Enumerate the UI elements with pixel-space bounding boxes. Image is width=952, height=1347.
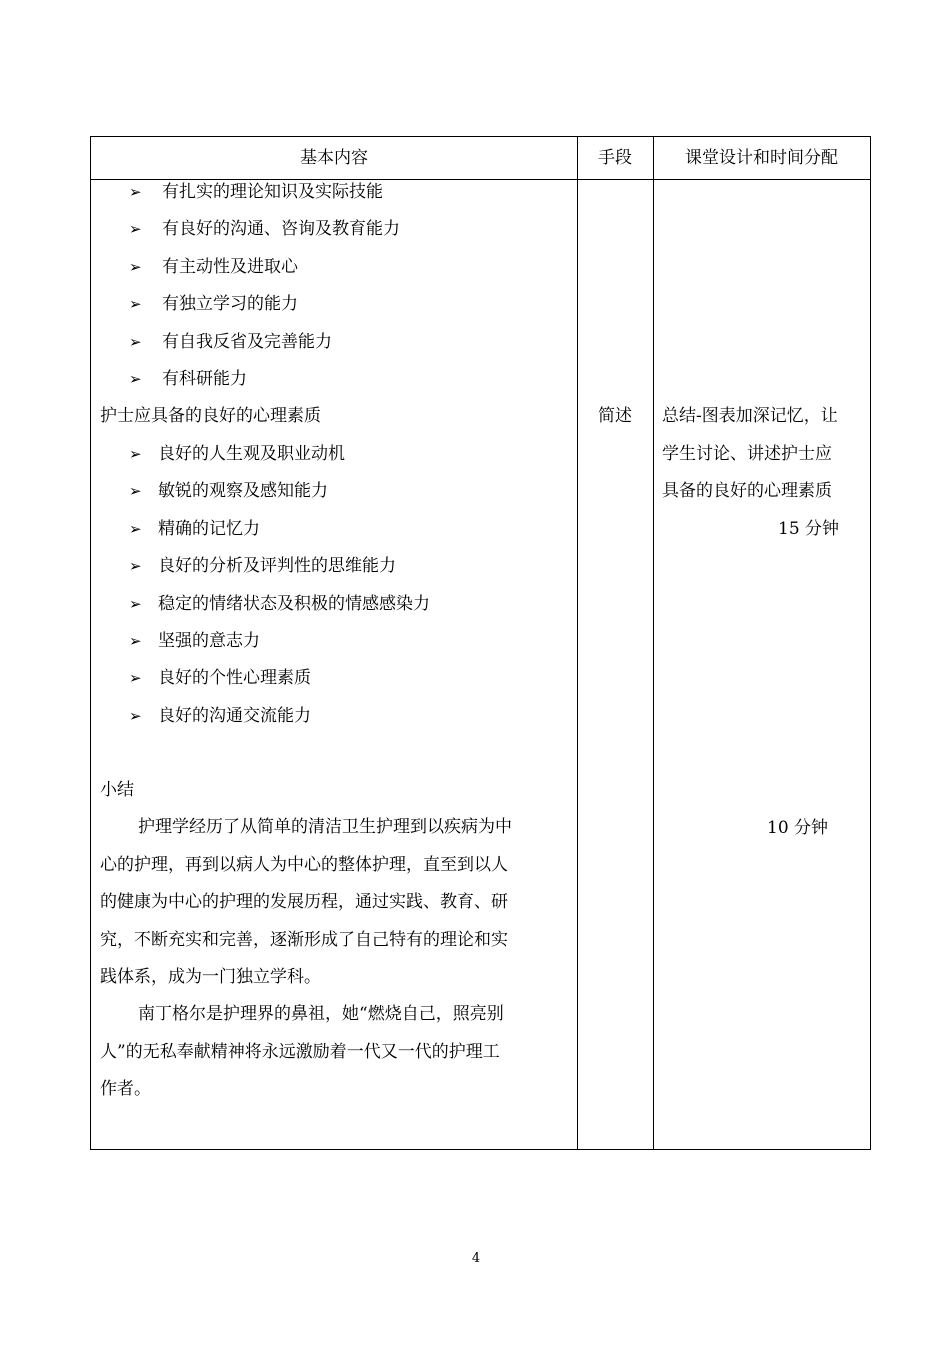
page-number: 4 [471, 1251, 481, 1266]
method-cell: 简述 [598, 406, 632, 426]
arrow-bullet-icon: ➢ [129, 707, 142, 725]
column-divider [577, 137, 578, 1149]
arrow-bullet-icon: ➢ [129, 632, 142, 650]
header-divider [91, 179, 870, 180]
header-design: 课堂设计和时间分配 [685, 148, 838, 168]
list-item: 敏锐的观察及感知能力 [158, 481, 328, 501]
header-content: 基本内容 [300, 148, 368, 168]
list-item: 良好的分析及评判性的思维能力 [158, 556, 396, 576]
arrow-bullet-icon: ➢ [129, 370, 142, 388]
list-item: 精确的记忆力 [158, 519, 260, 539]
arrow-bullet-icon: ➢ [129, 183, 142, 201]
list-item: 有自我反省及完善能力 [162, 332, 332, 352]
arrow-bullet-icon: ➢ [129, 333, 142, 351]
time-allocation: 10 分钟 [767, 818, 829, 838]
arrow-bullet-icon: ➢ [129, 557, 142, 575]
column-divider [653, 137, 654, 1149]
arrow-bullet-icon: ➢ [129, 520, 142, 538]
list-item: 良好的沟通交流能力 [158, 706, 311, 726]
paragraph-line: 的健康为中心的护理的发展历程，通过实践、教育、研 [100, 892, 508, 912]
design-line: 学生讨论、讲述护士应 [662, 444, 832, 464]
list-item: 有独立学习的能力 [162, 294, 298, 314]
arrow-bullet-icon: ➢ [129, 295, 142, 313]
list-item: 有扎实的理论知识及实际技能 [162, 182, 383, 202]
paragraph-line: 究，不断充实和完善，逐渐形成了自己特有的理论和实 [100, 929, 508, 950]
paragraph-line: 护理学经历了从简单的清洁卫生护理到以疾病为中 [138, 817, 512, 837]
paragraph-line: 人”的无私奉献精神将永远激励着一代又一代的护理工 [100, 1041, 500, 1062]
summary-heading: 小结 [100, 780, 134, 800]
arrow-bullet-icon: ➢ [129, 669, 142, 687]
paragraph-line: 作者。 [100, 1079, 151, 1099]
list-item: 坚强的意志力 [158, 631, 260, 651]
summary-paragraph-1 [100, 809, 570, 997]
design-line: 总结-图表加深记忆，让 [662, 406, 838, 426]
list-item: 有科研能力 [162, 369, 247, 389]
design-line: 具备的良好的心理素质 [662, 481, 832, 501]
list-item: 稳定的情绪状态及积极的情感感染力 [158, 594, 430, 614]
paragraph-line: 心的护理，再到以病人为中心的整体护理，直至到以人 [100, 854, 508, 875]
list-item: 良好的人生观及职业动机 [158, 444, 345, 464]
arrow-bullet-icon: ➢ [129, 220, 142, 238]
summary-paragraph-2 [100, 996, 570, 1109]
time-allocation: 15 分钟 [778, 519, 840, 539]
list-item: 良好的个性心理素质 [158, 668, 311, 688]
arrow-bullet-icon: ➢ [129, 595, 142, 613]
header-method: 手段 [598, 148, 632, 168]
paragraph-line: 南丁格尔是护理界的鼻祖，她“燃烧自己，照亮别 [138, 1004, 504, 1024]
list-item: 有良好的沟通、咨询及教育能力 [162, 219, 400, 239]
paragraph-line: 践体系，成为一门独立学科。 [100, 967, 321, 987]
arrow-bullet-icon: ➢ [129, 482, 142, 500]
arrow-bullet-icon: ➢ [129, 445, 142, 463]
section-heading: 护士应具备的良好的心理素质 [100, 406, 321, 426]
lesson-plan-table [90, 136, 871, 1150]
arrow-bullet-icon: ➢ [129, 258, 142, 276]
list-item: 有主动性及进取心 [162, 257, 298, 277]
